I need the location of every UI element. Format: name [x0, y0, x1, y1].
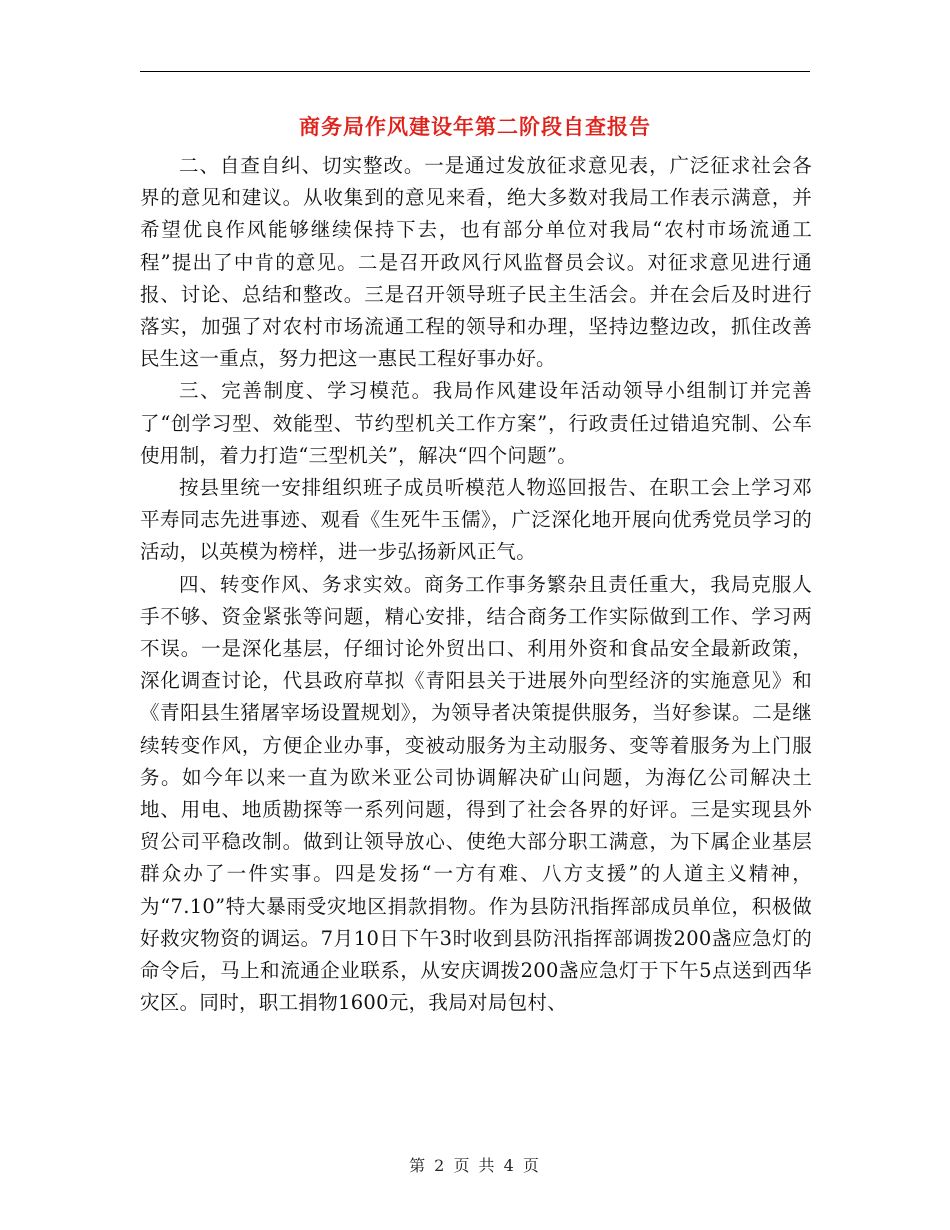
document-title: 商务局作风建设年第二阶段自查报告 [299, 114, 651, 139]
page-number: 第 2 页 共 4 页 [409, 1156, 541, 1175]
paragraph-self-inspection: 二、自查自纠、切实整改。一是通过发放征求意见表，广泛征求社会各界的意见和建议。从收集到的意见来看，绝大多数对我局工作表示满意，并希望优良作风能够继续保持下去，也有部分单位对我局“农村市场流通工程”提出了中肯的意见。二是召开政风行风监督员会议。对征求意见进行通报、讨论、总结和整改。三是召开领导班子民主生活会。并在会后及时进行落实，加强了对农村市场流通工程的领导和办理，坚持边整边改，抓住改善民生这一重点，努力把这一惠民工程好事办好。 [140, 154, 812, 371]
document-body [140, 150, 812, 1019]
paragraph-improve-system: 三、完善制度、学习模范。我局作风建设年活动领导小组制订并完善了“创学习型、效能型、节约型机关工作方案”，行政责任过错追究制、公车使用制，着力打造“三型机关”，解决“四个问题”。 [140, 379, 812, 467]
paragraph-change-style: 四、转变作风、务求实效。商务工作事务繁杂且责任重大，我局克服人手不够、资金紧张等问题，精心安排，结合商务工作实际做到工作、学习两不误。一是深化基层，仔细讨论外贸出口、利用外资和食品安全最新政策，深化调查讨论，代县政府草拟《青阳县关于进展外向型经济的实施意见》和《青阳县生猪屠宰场设置规划》，为领导者决策提供服务，当好参谋。二是继续转变作风，方便企业办事，变被动服务为主动服务、变等着服务为上门服务。如今年以来一直为欧米亚公司协调解决矿山问题，为海亿公司解决土地、用电、地质勘探等一系列问题，得到了社会各界的好评。三是实现县外贸公司平稳改制。做到让领导放心、使绝大部分职工满意，为下属企业基层群众办了一件实事。四是发扬“一方有难、八方支援”的人道主义精神，为“7.10”特大暴雨受灾地区捐款捐物。作为县防汛指挥部成员单位，积极做好救灾物资的调运。7月10日下午3时收到县防汛指挥部调拨200盏应急灯的命令后，马上和流通企业联系，从安庆调拨200盏应急灯于下午5点送到西华灾区。同时，职工捐物1600元，我局对局包村、 [140, 572, 812, 1015]
header-rule [140, 71, 810, 72]
paragraph-study-models: 按县里统一安排组织班子成员听模范人物巡回报告、在职工会上学习邓平寿同志先进事迹、观看《生死牛玉儒》，广泛深化地开展向优秀党员学习的活动，以英模为榜样，进一步弘扬新风正气。 [140, 476, 812, 564]
